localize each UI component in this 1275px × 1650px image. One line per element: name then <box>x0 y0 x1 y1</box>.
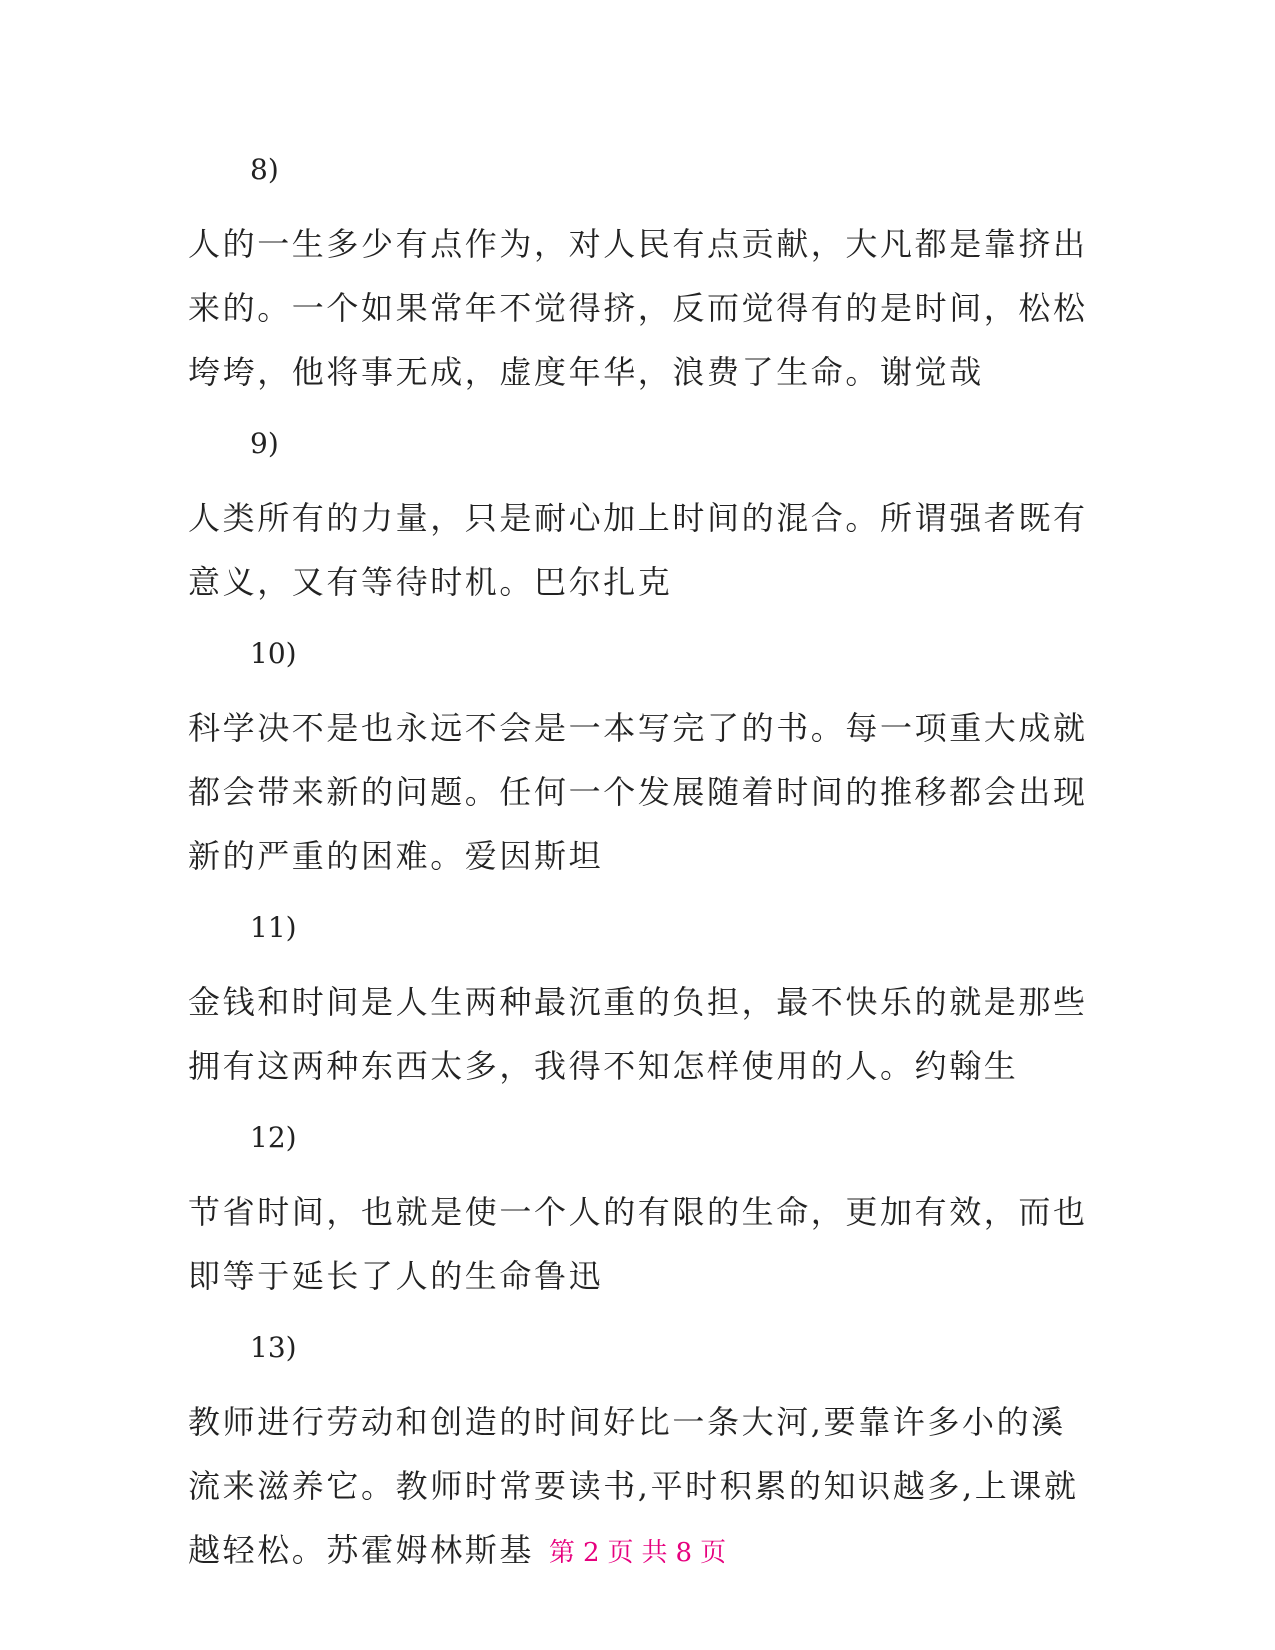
quote-entry-9 <box>188 424 1088 614</box>
entry-number: 9) <box>250 427 279 460</box>
footer-total-pages: 8 <box>675 1538 693 1568</box>
footer-total-unit: 页 <box>700 1538 727 1568</box>
footer-prefix: 第 <box>548 1538 575 1568</box>
footer-current-page: 2 <box>582 1538 600 1568</box>
quote-entry-8 <box>188 150 1088 404</box>
quote-entry-11 <box>188 908 1088 1098</box>
entry-number: 12) <box>250 1121 297 1154</box>
entry-number: 8) <box>250 153 279 186</box>
entry-text: 科学决不是也永远不会是一本写完了的书。每一项重大成就都会带来新的问题。任何一个发展随着时间的推移都会出现新的严重的困难。爱因斯坦 <box>188 709 1088 875</box>
footer-total-label: 共 <box>641 1538 668 1568</box>
page-footer <box>0 1535 1275 1571</box>
entry-text: 金钱和时间是人生两种最沉重的负担，最不快乐的就是那些拥有这两种东西太多，我得不知怎样使用的人。约翰生 <box>188 983 1088 1085</box>
entry-number: 11) <box>250 911 297 944</box>
quote-list <box>188 150 1088 1602</box>
entry-text: 人的一生多少有点作为，对人民有点贡献，大凡都是靠挤出来的。一个如果常年不觉得挤，反而觉得有的是时间，松松垮垮，他将事无成，虚度年华，浪费了生命。谢觉哉 <box>188 225 1088 391</box>
entry-text: 节省时间，也就是使一个人的有限的生命，更加有效，而也即等于延长了人的生命鲁迅 <box>188 1193 1088 1295</box>
quote-entry-10 <box>188 634 1088 888</box>
footer-page-unit: 页 <box>607 1538 634 1568</box>
entry-number: 10) <box>250 637 297 670</box>
entry-number: 13) <box>250 1331 297 1364</box>
entry-text: 教师进行劳动和创造的时间好比一条大河,要靠许多小的溪流来滋养它。教师时常要读书,平时积累的知识越多,上课就越轻松。苏霍姆林斯基 <box>188 1403 1079 1569</box>
quote-entry-12 <box>188 1118 1088 1308</box>
entry-text: 人类所有的力量，只是耐心加上时间的混合。所谓强者既有意义，又有等待时机。巴尔扎克 <box>188 499 1088 601</box>
